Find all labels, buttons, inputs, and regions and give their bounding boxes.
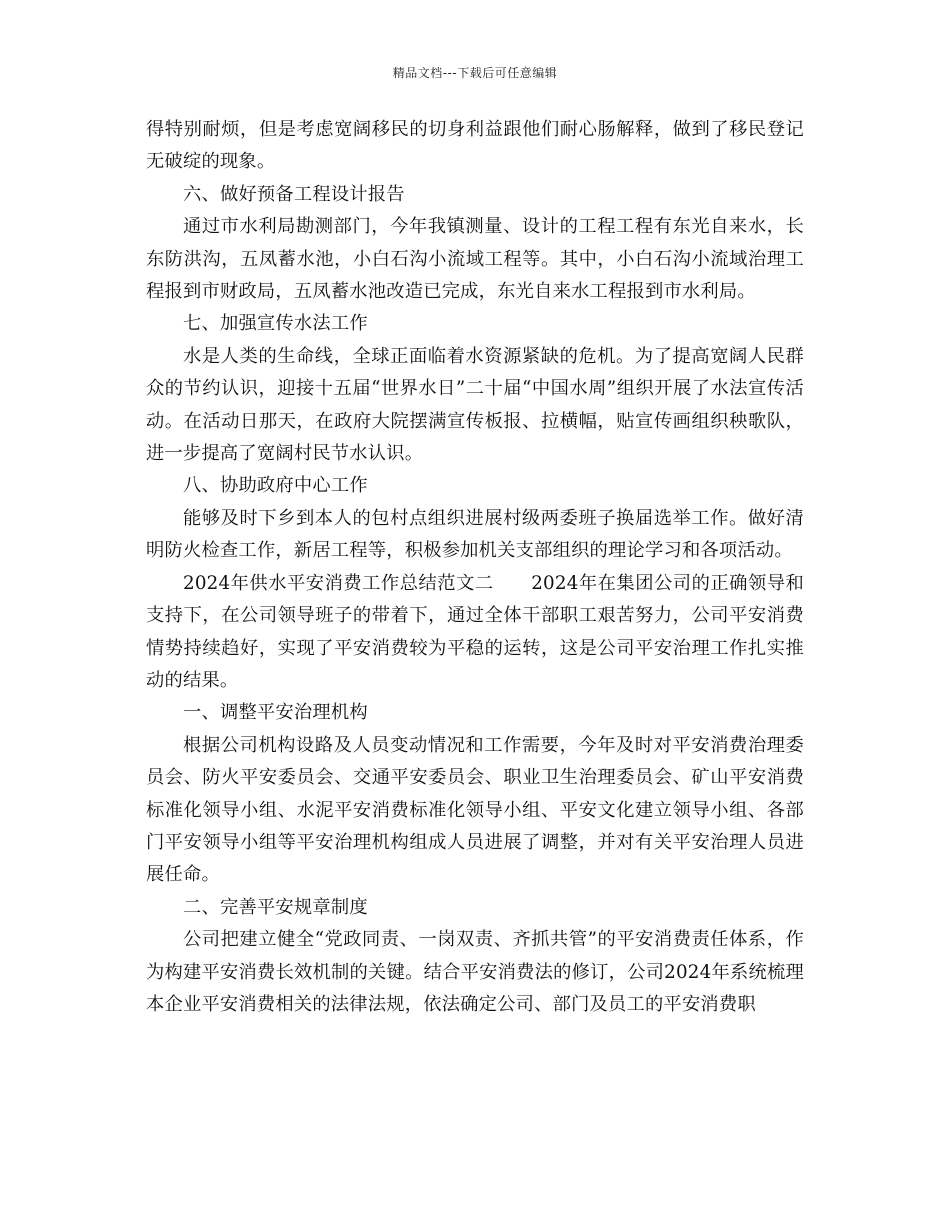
section-heading: 六、做好预备工程设计报告: [183, 183, 405, 205]
paragraph: 公司把建立健全“党政同责、一岗双责、齐抓共管”的平安消费责任体系，作为构建平安消费长效机制的关键。结合平安消费法的修订，公司2024年系统梳理本企业平安消费相关的法律法规，依法确定公司、部门及员工的平安消费职: [146, 929, 804, 1015]
section-heading: 二、完善平安规章制度: [183, 896, 368, 918]
paragraph: 通过市水利局勘测部门，今年我镇测量、设计的工程工程有东光自来水，长东防洪沟，五凤蓄水池，小白石沟小流域工程等。其中，小白石沟小流域治理工程报到市财政局，五凤蓄水池改造已完成，东光自来水工程报到市水利局。: [146, 216, 804, 303]
section-heading: 七、加强宣传水法工作: [183, 313, 368, 335]
document-body: [146, 114, 804, 1021]
section-heading: 一、调整平安治理机构: [183, 702, 368, 724]
section-heading: 八、协助政府中心工作: [183, 475, 368, 497]
paragraph: 2024年供水平安消费工作总结范文二 2024年在集团公司的正确领导和支持下，在公司领导班子的带着下，通过全体干部职工艰苦努力，公司平安消费情势持续趋好，实现了平安消费较为平稳的运转，这是公司平安治理工作扎实推动的结果。: [146, 572, 804, 691]
paragraph: 得特别耐烦，但是考虑宽阔移民的切身利益跟他们耐心肠解释，做到了移民登记无破绽的现象。: [146, 119, 804, 173]
paragraph: 根据公司机构设路及人员变动情况和工作需要，今年及时对平安消费治理委员会、防火平安委员会、交通平安委员会、职业卫生治理委员会、矿山平安消费标准化领导小组、水泥平安消费标准化领导小组、平安文化建立领导小组、各部门平安领导小组等平安治理机构组成人员进展了调整，并对有关平安治理人员进展任命。: [146, 734, 804, 886]
page-header: 精品文档---下载后可任意编辑: [392, 66, 558, 80]
paragraph: 能够及时下乡到本人的包村点组织进展村级两委班子换届选举工作。做好清明防火检查工作，新居工程等，积极参加机关支部组织的理论学习和各项活动。: [146, 507, 804, 562]
paragraph: 水是人类的生命线，全球正面临着水资源紧缺的危机。为了提高宽阔人民群众的节约认识，迎接十五届“世界水日”二十届“中国水周”组织开展了水法宣传活动。在活动日那天，在政府大院摆满宣传板报、拉横幅，贴宣传画组织秧歌队，进一步提高了宽阔村民节水认识。: [146, 345, 804, 465]
